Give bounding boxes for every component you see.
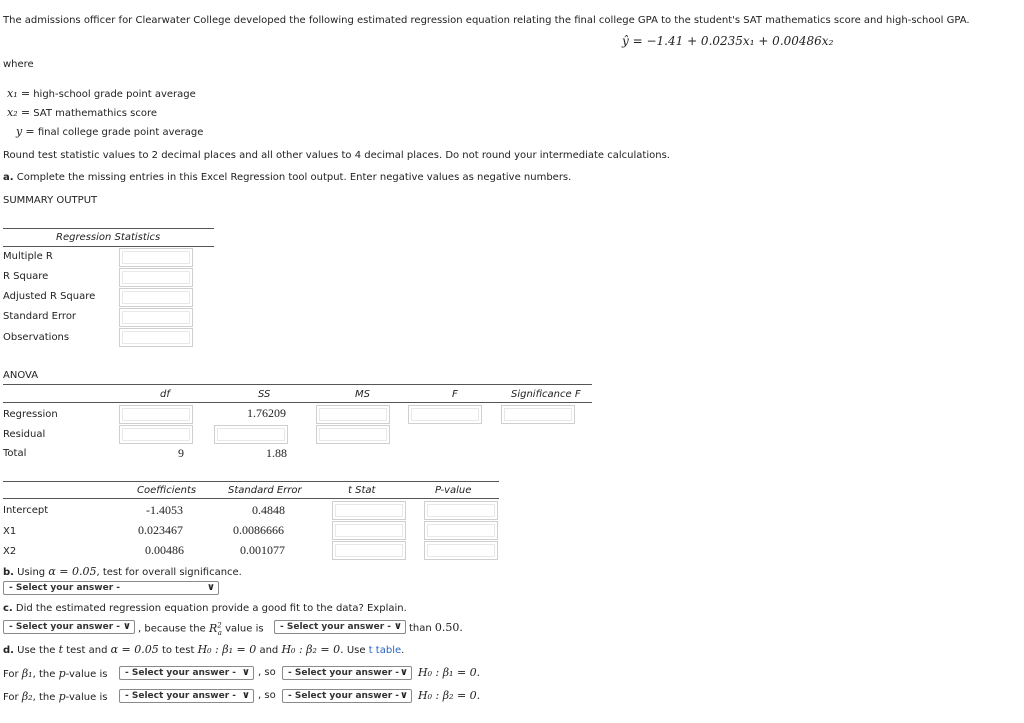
part-d-end: . xyxy=(401,645,405,656)
intercept-t-stat-input[interactable] xyxy=(332,501,406,520)
definition-var: x₂ xyxy=(7,106,18,119)
x1-standard-error-value: 0.0086666 xyxy=(233,523,284,537)
so-label: , so xyxy=(258,667,276,678)
r2-comparison-select[interactable] xyxy=(274,620,406,634)
anova-header-significance-f: Significance F xyxy=(511,389,581,400)
beta2-p-value-select[interactable] xyxy=(119,689,254,703)
definition-text: SAT mathemathics score xyxy=(33,108,158,119)
adjusted-r-square-input[interactable] xyxy=(119,288,193,307)
x1-t-stat-input[interactable] xyxy=(332,521,406,540)
use-label: Use xyxy=(346,645,366,656)
the-label: , the xyxy=(32,692,56,703)
x2-t-stat-input[interactable] xyxy=(332,541,406,560)
definition-eq: = xyxy=(25,125,35,138)
regression-df-input[interactable] xyxy=(119,405,193,424)
beta-symbol: β₂ xyxy=(21,690,33,703)
part-letter: d. xyxy=(3,645,14,656)
coef-row-label-x1: X1 xyxy=(3,526,17,537)
beta2-row-text xyxy=(3,690,107,703)
table-rule xyxy=(3,384,592,385)
value-is-label: -value is xyxy=(65,669,108,680)
chevron-down-icon: ∨ xyxy=(241,690,250,701)
definition-text: final college grade point average xyxy=(37,127,204,138)
beta2-hypothesis: H₀ : β₂ = 0. xyxy=(418,689,481,702)
part-d-pre: Use the xyxy=(17,645,56,656)
part-b xyxy=(3,565,242,578)
total-ss-value: 1.88 xyxy=(266,446,287,460)
coef-header-standard-error: Standard Error xyxy=(228,485,302,496)
equation-rhs: = −1.41 + 0.0235x₁ + 0.00486x₂ xyxy=(632,34,834,48)
and-label: and xyxy=(259,645,279,656)
anova-row-label-residual: Residual xyxy=(3,429,46,440)
definition-eq: = xyxy=(20,106,31,119)
r-sub: a xyxy=(217,628,222,637)
coef-header-p-value: P-value xyxy=(435,485,472,496)
table-rule xyxy=(3,246,214,247)
regression-ms-input[interactable] xyxy=(316,405,390,424)
select-placeholder: - Select your answer - xyxy=(125,668,237,678)
alpha-value: α = 0.05 xyxy=(110,643,159,656)
the-label: , the xyxy=(32,669,56,680)
part-d-mid: test and xyxy=(66,645,108,656)
select-placeholder: - Select your answer - xyxy=(280,622,392,632)
residual-ss-input[interactable] xyxy=(214,425,288,444)
part-a-text: Complete the missing entries in this Excel Regression tool output. Enter negative values as negative numbers. xyxy=(16,172,572,183)
chevron-down-icon: ∨ xyxy=(393,621,402,632)
for-label: For xyxy=(3,692,19,703)
beta1-hypothesis: H₀ : β₁ = 0. xyxy=(418,666,481,679)
select-placeholder: - Select your answer - xyxy=(9,583,121,593)
x2-coefficient-value: 0.00486 xyxy=(145,543,184,557)
chevron-down-icon: ∨ xyxy=(399,690,408,701)
r-sup: 2 xyxy=(217,621,222,629)
alpha-value: α = 0.05 xyxy=(48,565,97,578)
regression-stats-header: Regression Statistics xyxy=(56,232,161,243)
stat-label-multiple-r: Multiple R xyxy=(3,251,53,262)
than-label: than xyxy=(409,623,432,634)
part-c xyxy=(3,603,407,614)
definition-y xyxy=(16,125,203,138)
intercept-standard-error-value: 0.4848 xyxy=(252,503,285,517)
coef-header-coefficients: Coefficients xyxy=(137,485,197,496)
regression-equation xyxy=(622,34,833,48)
part-letter: c. xyxy=(3,603,13,614)
definition-text: high-school grade point average xyxy=(33,89,196,100)
problem-intro: The admissions officer for Clearwater College developed the following estimated regression equation relating the final college GPA to the student's SAT mathematics score and high-school GPA. xyxy=(3,15,970,26)
stat-label-standard-error: Standard Error xyxy=(3,311,77,322)
anova-title: ANOVA xyxy=(3,370,39,381)
beta-symbol: β₁ xyxy=(21,667,33,680)
r-square-input[interactable] xyxy=(119,268,193,287)
chevron-down-icon: ∨ xyxy=(399,667,408,678)
because-text xyxy=(138,621,264,637)
select-placeholder: - Select your answer - xyxy=(288,691,400,701)
anova-header-f: F xyxy=(452,389,458,400)
anova-row-label-regression: Regression xyxy=(3,409,58,420)
regression-f-input[interactable] xyxy=(408,405,482,424)
anova-header-ss: SS xyxy=(258,389,271,400)
to-test-label: to test xyxy=(161,645,195,656)
beta1-row-text xyxy=(3,667,107,680)
table-rule xyxy=(3,228,214,229)
x2-standard-error-value: 0.001077 xyxy=(240,543,285,557)
x1-p-value-input[interactable] xyxy=(424,521,498,540)
than-threshold xyxy=(409,621,463,634)
t-symbol: t xyxy=(58,643,64,656)
anova-header-df: df xyxy=(160,389,170,400)
for-label: For xyxy=(3,669,19,680)
so-label: , so xyxy=(258,690,276,701)
intercept-p-value-input[interactable] xyxy=(424,501,498,520)
round-note: Round test statistic values to 2 decimal places and all other values to 4 decimal places. Do not round your intermediate calculations. xyxy=(3,150,670,161)
part-letter: b. xyxy=(3,567,14,578)
residual-df-input[interactable] xyxy=(119,425,193,444)
value-is-label: -value is xyxy=(65,692,108,703)
chevron-down-icon: ∨ xyxy=(206,582,215,593)
beta1-p-value-select[interactable] xyxy=(119,666,254,680)
p-symbol: p xyxy=(58,690,66,703)
summary-output-title: SUMMARY OUTPUT xyxy=(3,195,98,206)
definition-var: x₁ xyxy=(7,87,18,100)
definition-eq: = xyxy=(20,87,31,100)
regression-ss-value: 1.76209 xyxy=(247,406,286,420)
coef-row-label-intercept: Intercept xyxy=(3,505,49,516)
observations-input[interactable] xyxy=(119,328,193,347)
overall-significance-select[interactable] xyxy=(3,581,219,595)
definition-x1 xyxy=(7,87,196,100)
table-rule xyxy=(3,498,499,499)
significance-f-input[interactable] xyxy=(501,405,575,424)
total-df-value: 9 xyxy=(178,446,184,460)
part-d xyxy=(3,643,404,656)
select-placeholder: - Select your answer - xyxy=(125,691,237,701)
x2-p-value-input[interactable] xyxy=(424,541,498,560)
table-rule xyxy=(3,402,592,403)
stat-label-adjusted-r-square: Adjusted R Square xyxy=(3,291,96,302)
x1-coefficient-value: 0.023467 xyxy=(138,523,183,537)
coef-header-t-stat: t Stat xyxy=(348,485,376,496)
because-label: , because the xyxy=(138,623,206,635)
part-c-text: Did the estimated regression equation provide a good fit to the data? Explain. xyxy=(15,603,407,614)
hypothesis-beta1: H₀ : β₁ = 0 xyxy=(197,643,257,656)
equation-lhs: ŷ xyxy=(622,34,629,48)
chevron-down-icon: ∨ xyxy=(241,667,250,678)
stat-label-r-square: R Square xyxy=(3,271,49,282)
coef-row-label-x2: X2 xyxy=(3,546,17,557)
part-a xyxy=(3,172,571,183)
hypothesis-beta2: H₀ : β₂ = 0. xyxy=(281,643,344,656)
anova-row-label-total: Total xyxy=(3,448,27,459)
where-label: where xyxy=(3,59,34,70)
threshold-value: 0.50. xyxy=(434,621,463,634)
definition-x2 xyxy=(7,106,157,119)
part-letter: a. xyxy=(3,172,14,183)
value-is-label: value is xyxy=(225,623,264,635)
select-placeholder: - Select your answer - xyxy=(9,622,121,632)
part-b-post: , test for overall significance. xyxy=(96,567,242,578)
r-squared-adjusted xyxy=(209,622,222,635)
select-placeholder: - Select your answer - xyxy=(288,668,400,678)
p-symbol: p xyxy=(58,667,66,680)
r-symbol: R xyxy=(208,621,218,635)
multiple-r-input[interactable] xyxy=(119,248,193,267)
table-rule xyxy=(3,481,499,482)
stat-label-observations: Observations xyxy=(3,332,70,343)
standard-error-input[interactable] xyxy=(119,308,193,327)
t-table-link[interactable]: t table xyxy=(368,645,402,656)
definition-var: y xyxy=(16,125,23,138)
beta1-conclusion-select[interactable] xyxy=(282,666,412,680)
chevron-down-icon: ∨ xyxy=(122,621,131,632)
good-fit-select[interactable] xyxy=(3,620,135,634)
anova-header-ms: MS xyxy=(355,389,370,400)
part-b-pre: Using xyxy=(17,567,46,578)
beta2-conclusion-select[interactable] xyxy=(282,689,412,703)
intercept-coefficient-value: -1.4053 xyxy=(146,503,183,517)
residual-ms-input[interactable] xyxy=(316,425,390,444)
